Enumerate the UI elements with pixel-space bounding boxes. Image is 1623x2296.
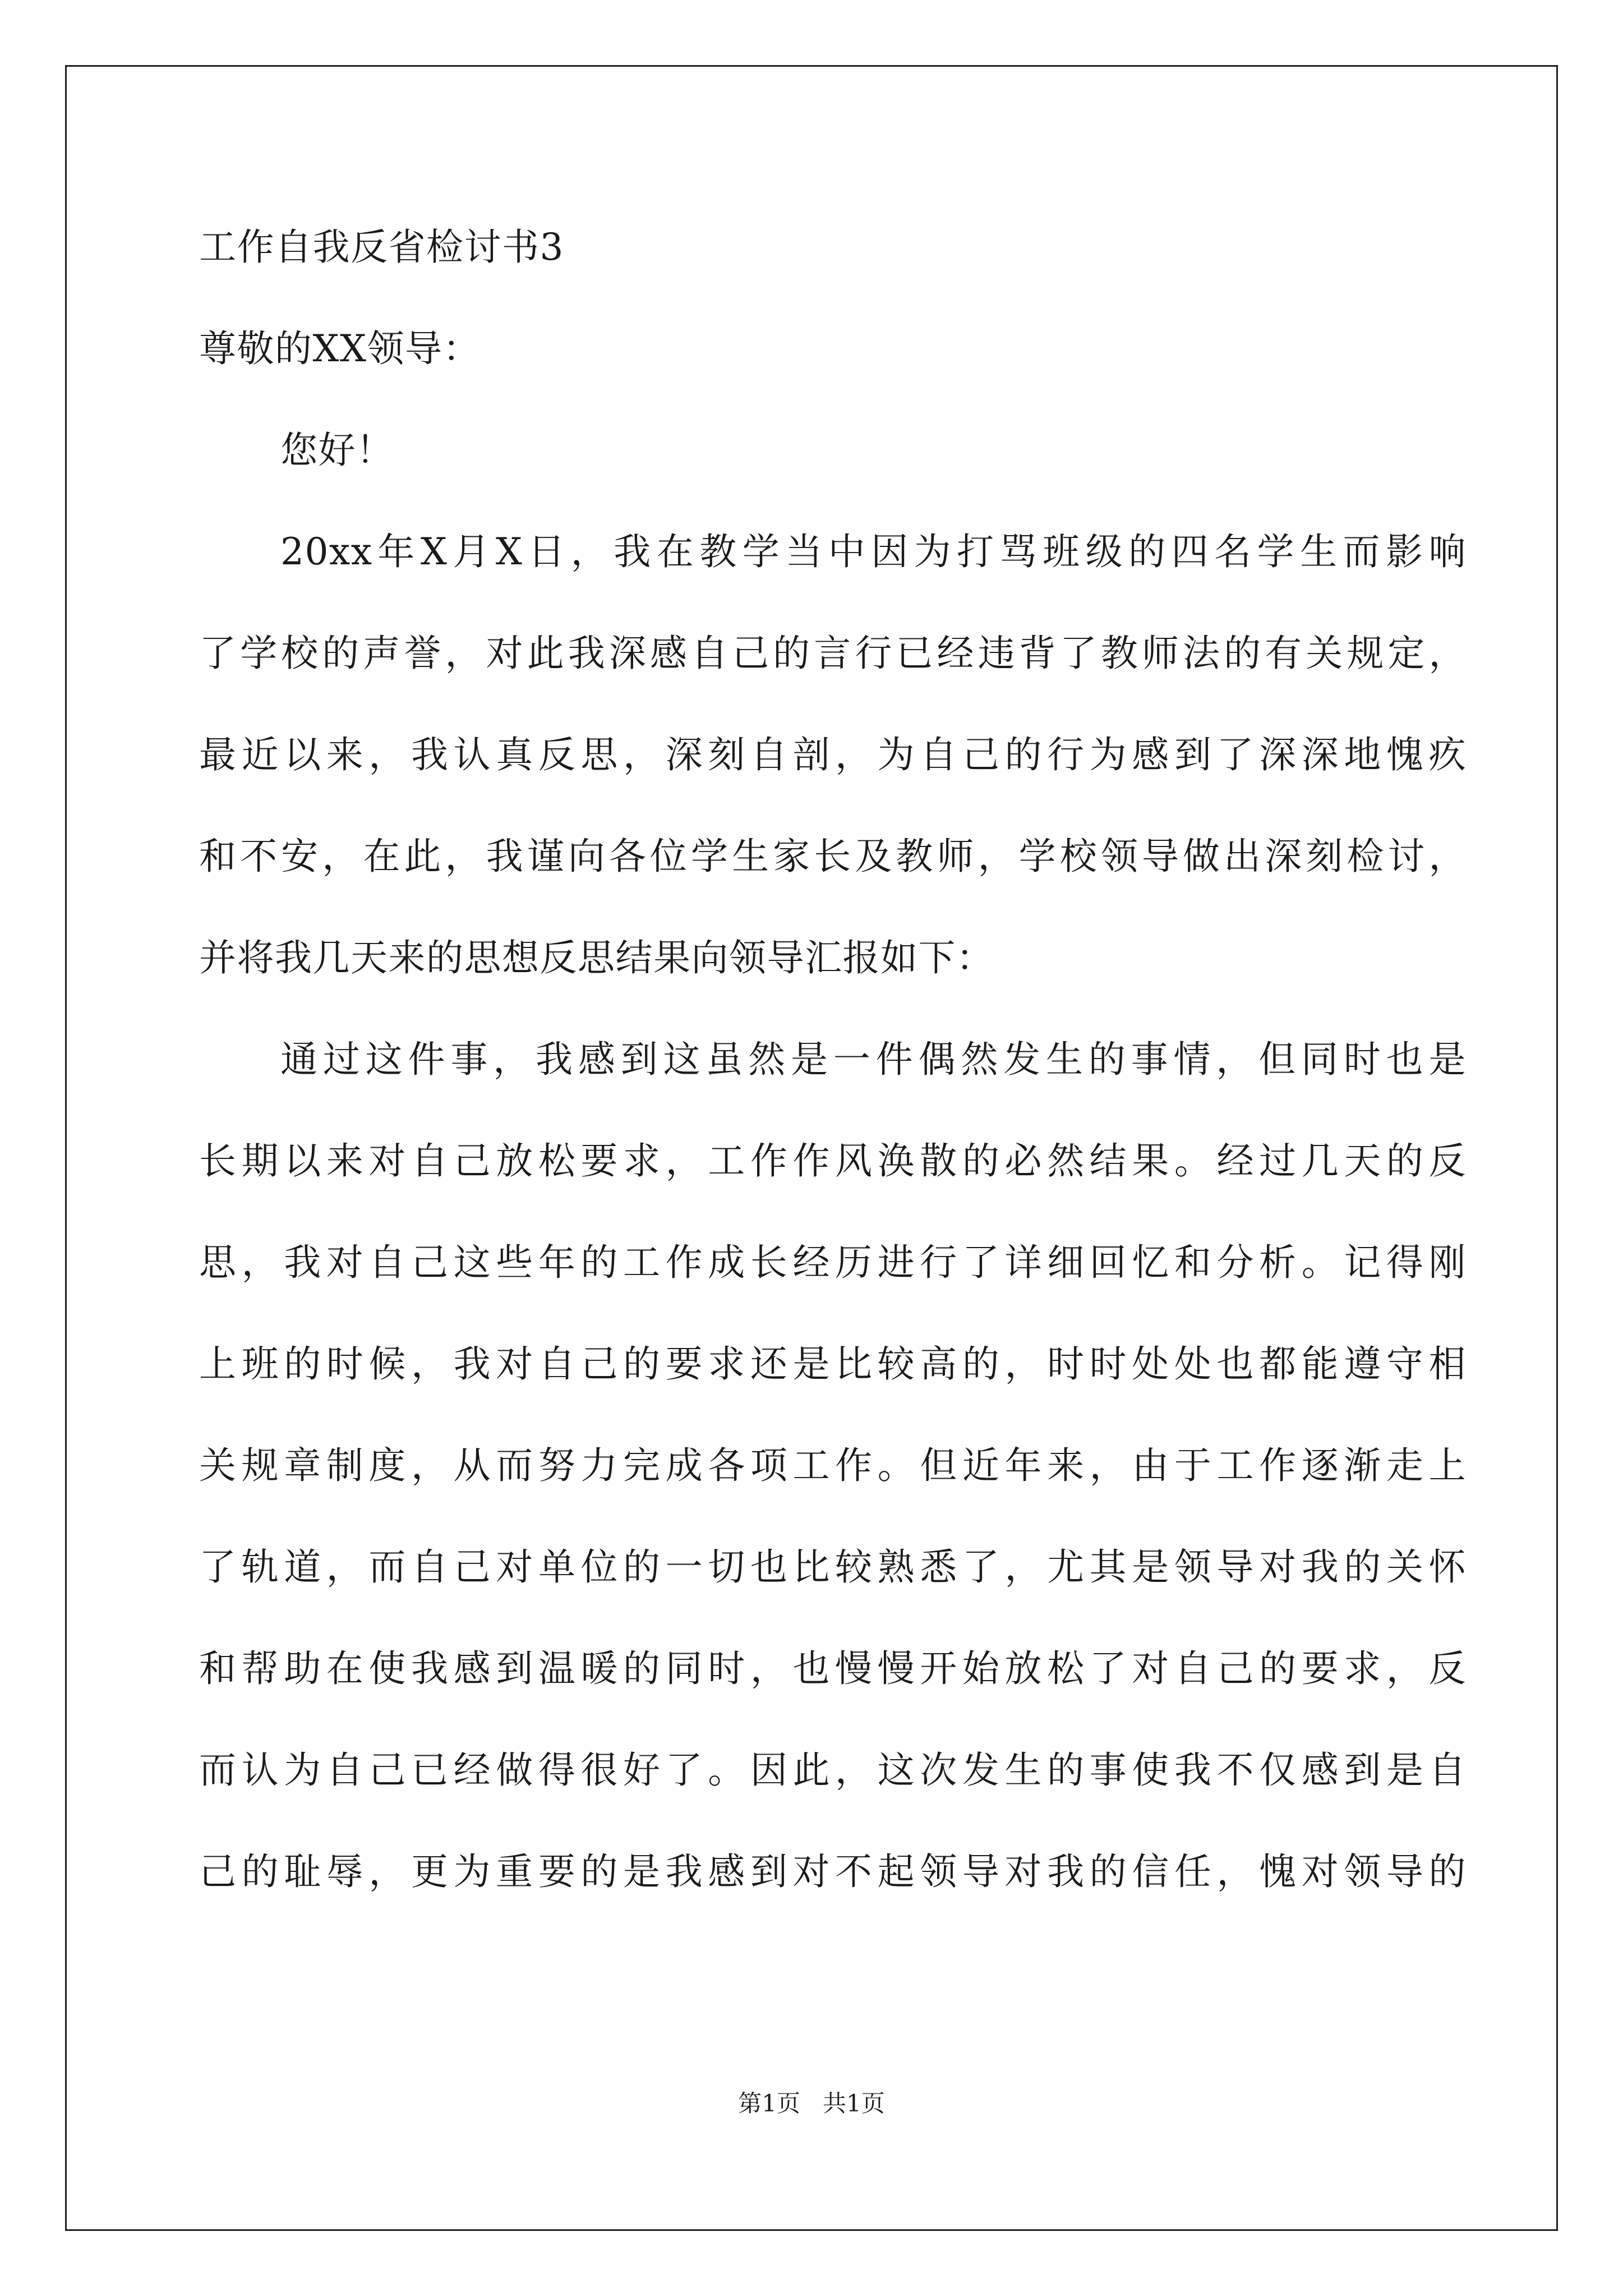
salutation: 尊敬的XX领导： xyxy=(199,327,481,370)
body-line: 长期以来对自己放松要求，工作作风涣散的必然结果。经过几天的反 xyxy=(199,1139,1467,1182)
greeting: 您好！ xyxy=(280,429,394,472)
body-line: 了轨道，而自己对单位的一切也比较熟悉了，尤其是领导对我的关怀 xyxy=(199,1545,1467,1589)
body-line: 通过这件事，我感到这虽然是一件偶然发生的事情，但同时也是 xyxy=(280,1038,1467,1081)
page-number-footer: 第1页 共1页 xyxy=(738,2090,885,2117)
body-line: 关规章制度，从而努力完成各项工作。但近年来，由于工作逐渐走上 xyxy=(199,1444,1467,1487)
body-line: 和帮助在使我感到温暖的同时，也慢慢开始放松了对自己的要求，反 xyxy=(199,1647,1467,1690)
document-title: 工作自我反省检讨书3 xyxy=(199,226,564,269)
body-line: 最近以来，我认真反思，深刻自剖，为自己的行为感到了深深地愧疚 xyxy=(199,733,1467,776)
body-line: 和不安，在此，我谨向各位学生家长及教师，学校领导做出深刻检讨， xyxy=(199,835,1467,878)
body-line: 上班的时候，我对自己的要求还是比较高的，时时处处也都能遵守相 xyxy=(199,1342,1467,1386)
body-line: 思，我对自己这些年的工作成长经历进行了详细回忆和分析。记得刚 xyxy=(199,1241,1467,1284)
body-line: 20xx年X月X日，我在教学当中因为打骂班级的四名学生而影响 xyxy=(280,530,1467,573)
body-line: 而认为自己已经做得很好了。因此，这次发生的事使我不仅感到是自 xyxy=(199,1749,1467,1792)
body-line: 了学校的声誉，对此我深感自己的言行已经违背了教师法的有关规定， xyxy=(199,632,1467,675)
body-line: 并将我几天来的思想反思结果向领导汇报如下： xyxy=(199,936,994,979)
document-body xyxy=(199,222,1467,1948)
body-line: 己的耻辱，更为重要的是我感到对不起领导对我的信任，愧对领导的 xyxy=(199,1850,1467,1893)
